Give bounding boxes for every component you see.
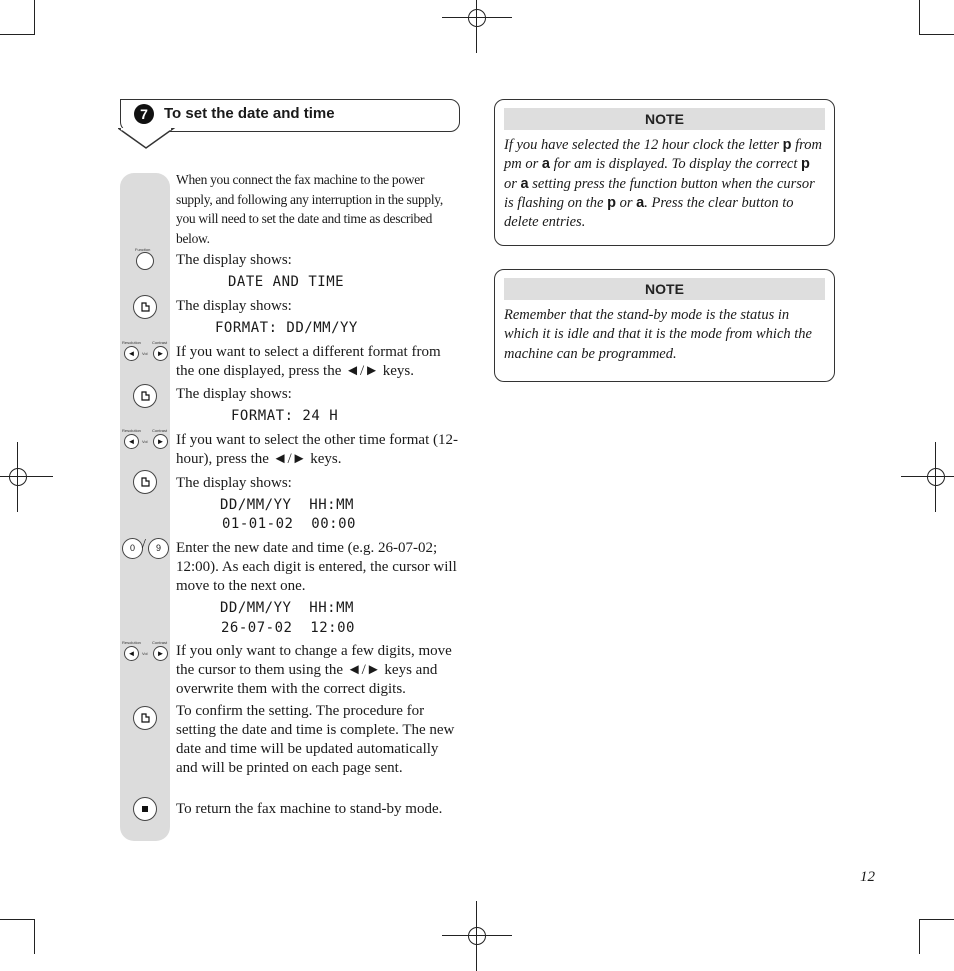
resolution-label: Resolution xyxy=(122,640,141,645)
heading-tail xyxy=(118,128,178,150)
contrast-label: Contrast xyxy=(152,340,168,345)
right-arrow-icon: ► xyxy=(153,434,168,449)
function-button-icon xyxy=(136,252,154,270)
step-5-text: If you want to select the other time format (12-hour), press the ◄/► keys. xyxy=(176,432,458,467)
crop-mark xyxy=(34,919,35,954)
crop-mark xyxy=(919,919,920,954)
digit-0-label: 0 xyxy=(129,543,135,553)
step-number-badge: 7 xyxy=(134,104,154,124)
step-6-display-line2: 01-01-02 00:00 xyxy=(222,516,356,532)
ok-button-icon xyxy=(133,295,157,319)
section-title: To set the date and time xyxy=(164,105,335,122)
step-10-text: To return the fax machine to stand-by mode. xyxy=(176,801,443,817)
crop-mark xyxy=(34,0,35,35)
key-rail xyxy=(120,173,170,841)
resolution-label: Resolution xyxy=(122,428,141,433)
digit-9-key-icon xyxy=(148,538,169,559)
left-arrow-icon: ◄ xyxy=(124,646,139,661)
step-7-display-line1: DD/MM/YY HH:MM xyxy=(220,600,354,616)
step-1-text: The display shows: xyxy=(176,252,292,268)
step-7-display-line2: 26-07-02 12:00 xyxy=(221,620,355,636)
contrast-label: Contrast xyxy=(152,640,168,645)
crop-mark xyxy=(0,919,35,920)
note-box-2 xyxy=(494,269,835,382)
ok-button-icon xyxy=(133,384,157,408)
contrast-label: Contrast xyxy=(152,428,168,433)
note-1-title: NOTE xyxy=(504,108,825,130)
step-1-display: DATE AND TIME xyxy=(228,274,345,290)
right-arrow-icon: ► xyxy=(153,646,168,661)
note-2-title: NOTE xyxy=(504,278,825,300)
registration-mark xyxy=(0,442,53,512)
registration-mark xyxy=(901,442,954,512)
right-arrow-icon: ► xyxy=(153,346,168,361)
step-2-display: FORMAT: DD/MM/YY xyxy=(215,320,358,336)
crop-mark xyxy=(919,34,954,35)
function-key-label: Function xyxy=(135,247,151,252)
ok-button-icon xyxy=(133,470,157,494)
step-7-text: Enter the new date and time (e.g. 26-07-02; 12:00). As each digit is entered, the cursor will move to the next one. xyxy=(176,540,457,594)
intro-paragraph: When you connect the fax machine to the power supply, and following any interruption in the supply, you will need to set the date and time as described below. xyxy=(176,172,443,246)
crop-mark xyxy=(919,0,920,35)
step-4-display: FORMAT: 24 H xyxy=(231,408,339,424)
step-3-text: If you want to select a different format from the one displayed, press the ◄/► keys. xyxy=(176,344,441,379)
digit-9-label: 9 xyxy=(155,543,161,553)
vol-label: Vol xyxy=(142,651,148,656)
left-arrow-icon: ◄ xyxy=(124,346,139,361)
step-8-text: If you only want to change a few digits, move the cursor to them using the ◄/► keys and overwrite them with the correct digits. xyxy=(176,643,452,697)
registration-mark xyxy=(442,0,512,53)
note-1-body: If you have selected the 12 hour clock the letter p from pm or a for am is displayed. To display the correct p or a setting press the function button when the cursor is flashing on the p or a. Press the clear button to delete entries. xyxy=(504,137,822,231)
vol-label: Vol xyxy=(142,439,148,444)
step-2-text: The display shows: xyxy=(176,298,292,314)
note-2-body: Remember that the stand-by mode is the status in which it is idle and that it is the mode from which the machine can be programmed. xyxy=(504,307,812,362)
left-arrow-icon: ◄ xyxy=(124,434,139,449)
stop-button-icon xyxy=(133,797,157,821)
crop-mark xyxy=(919,919,954,920)
vol-label: Vol xyxy=(142,351,148,356)
registration-mark xyxy=(442,901,512,971)
page-number: 12 xyxy=(860,869,875,885)
step-9-text: To confirm the setting. The procedure for setting the date and time is complete. The new date and time will be updated automatically and will be printed on each page sent. xyxy=(176,703,455,776)
key-range-slash: / xyxy=(142,537,146,552)
resolution-label: Resolution xyxy=(122,340,141,345)
step-6-display-line1: DD/MM/YY HH:MM xyxy=(220,497,354,513)
crop-mark xyxy=(0,34,35,35)
ok-button-icon xyxy=(133,706,157,730)
digit-0-key-icon xyxy=(122,538,143,559)
step-4-text: The display shows: xyxy=(176,386,292,402)
step-6-text: The display shows: xyxy=(176,475,292,491)
note-box-1 xyxy=(494,99,835,246)
